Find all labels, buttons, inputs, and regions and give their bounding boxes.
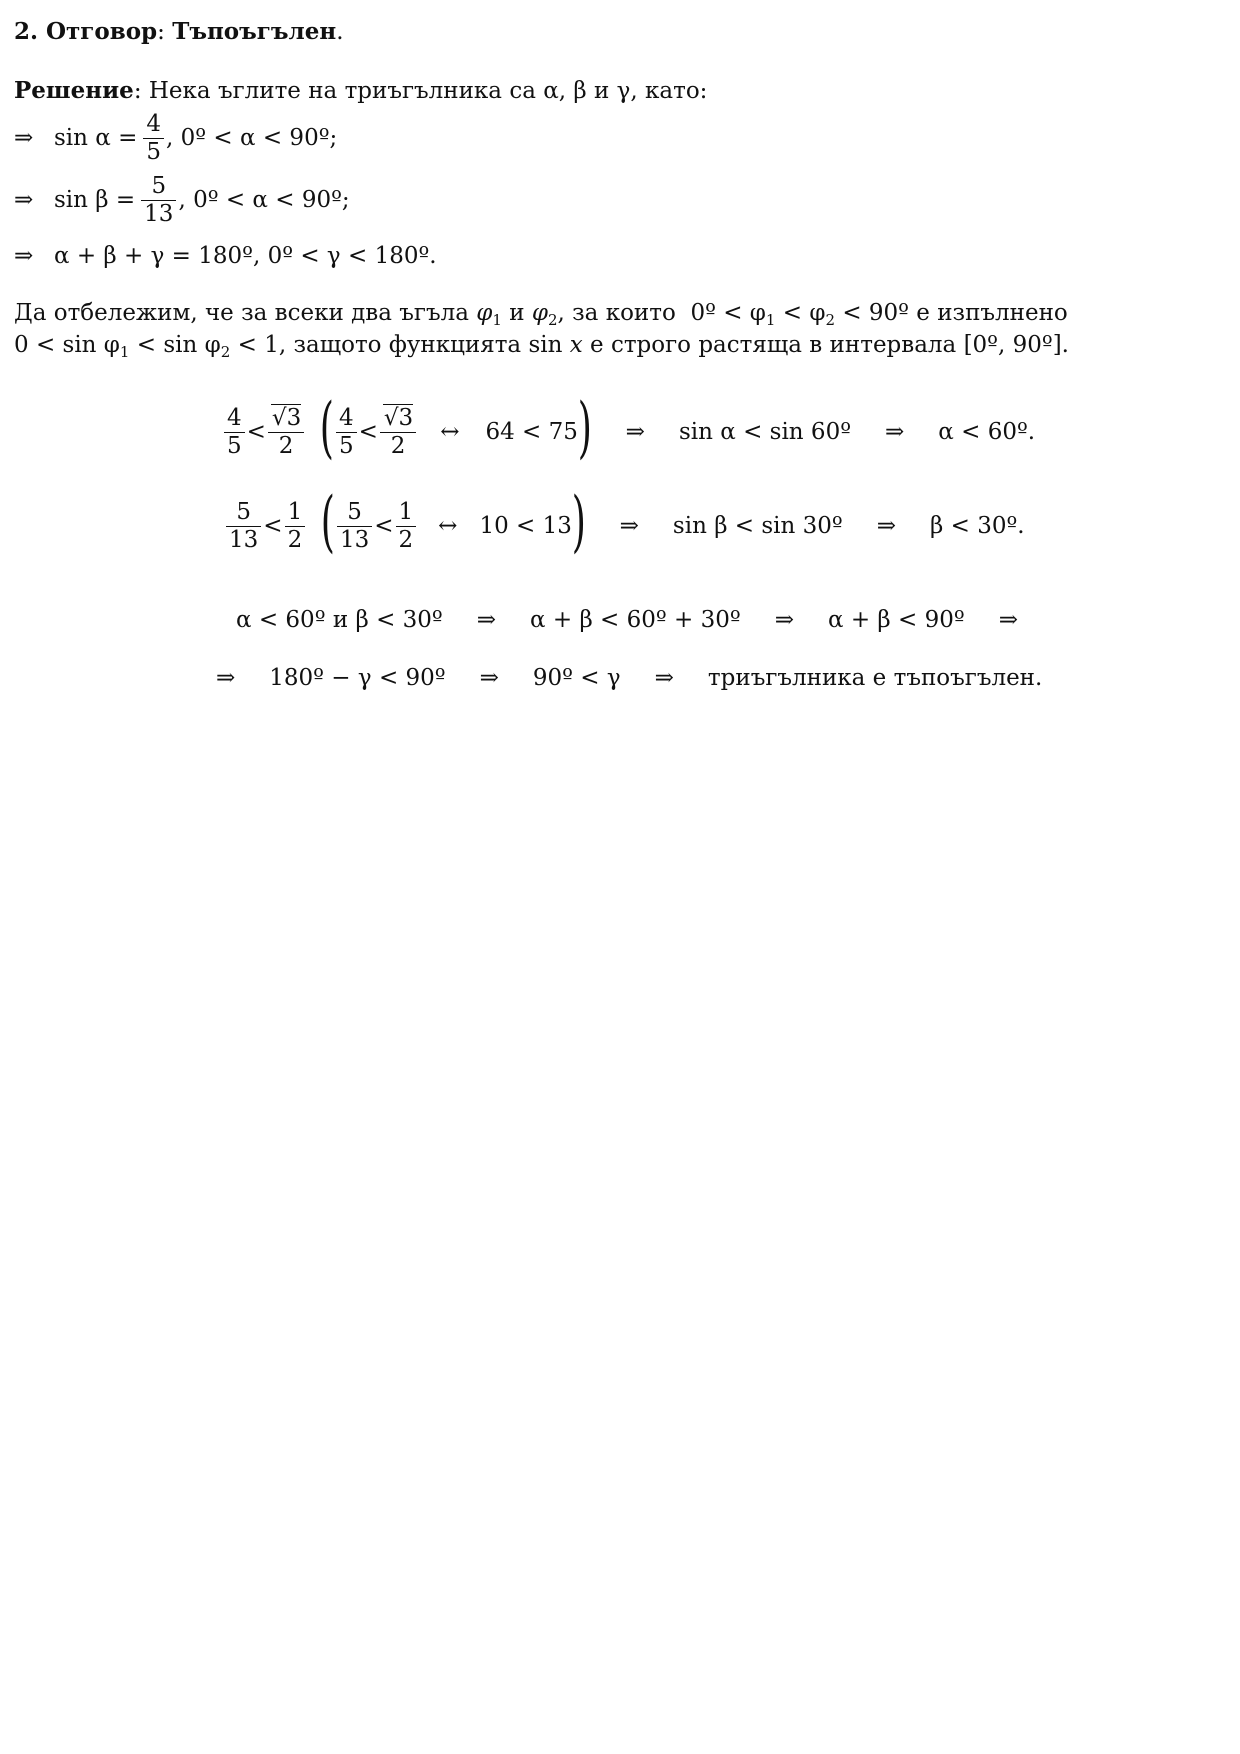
angle-bounds: α < 60º и β < 30º — [236, 607, 443, 633]
x-variable: x — [569, 332, 583, 358]
fraction-numerator: 5 — [141, 174, 176, 200]
phi-subscript: 1 — [119, 343, 130, 361]
fraction — [285, 500, 306, 551]
fraction — [396, 500, 417, 551]
fraction-numerator: 4 — [224, 406, 245, 432]
implies-arrow: ⇒ — [619, 513, 639, 539]
right-paren: ) — [577, 389, 592, 466]
sin-comparison: sin β < sin 30º — [672, 513, 843, 539]
fraction-denominator: 5 — [227, 432, 242, 459]
sum-bound: α + β < 60º + 30º — [530, 607, 741, 633]
fraction-numerator: 5 — [337, 500, 372, 526]
less-than: < — [246, 419, 266, 445]
fraction — [337, 500, 372, 551]
less-than: < — [358, 419, 378, 445]
left-paren: ( — [320, 389, 335, 466]
fraction-denominator: 13 — [229, 526, 259, 553]
answer-colon: : — [157, 19, 165, 45]
implies-line-3 — [14, 243, 437, 269]
implies-line-1 — [14, 108, 337, 168]
paragraph-text: < 90º е изпълнено — [842, 300, 1068, 326]
phi-subscript: 2 — [547, 311, 558, 329]
less-than: < — [263, 513, 283, 539]
sin-alpha-lhs: sin α = — [54, 125, 138, 151]
phi-symbol: φ — [531, 300, 548, 326]
implies-line-2 — [14, 170, 350, 230]
fraction-denominator: 13 — [339, 526, 370, 553]
fraction-sqrt3-2 — [268, 406, 304, 457]
solution-intro-text: : Нека ъглите на триъгълника са α, β и γ, като: — [133, 78, 708, 104]
fraction-numerator: 1 — [285, 500, 306, 526]
answer-end: . — [336, 19, 344, 45]
sum-result: α + β < 90º — [827, 607, 965, 633]
implies-arrow: ⇒ — [14, 187, 34, 213]
fraction — [226, 500, 261, 551]
fraction-denominator: 13 — [144, 200, 174, 227]
solution-label: Решение — [14, 77, 134, 104]
paragraph-text: , за които — [557, 300, 676, 326]
final-conclusion: триъгълника е тъпоъгълен. — [707, 665, 1043, 691]
fraction-4-5 — [143, 112, 164, 163]
fraction-denominator: 5 — [338, 432, 354, 459]
sqrt-three: √3 — [383, 405, 414, 432]
implies-arrow: ⇒ — [14, 243, 34, 269]
beta-range: , 0º < α < 90º; — [178, 187, 350, 213]
phi-subscript: 1 — [765, 311, 776, 329]
gamma-inequality: 180º − γ < 90º — [269, 665, 446, 691]
sin-beta-lhs: sin β = — [54, 187, 136, 213]
fraction-numerator: 4 — [143, 112, 164, 138]
paragraph-math: < sin φ — [136, 332, 221, 358]
fraction-sqrt3-2 — [380, 406, 416, 457]
implies-arrow: ⇒ — [625, 419, 645, 445]
fraction-denominator: 5 — [146, 138, 162, 165]
paragraph-text: Да отбележим, че за всеки два ъгъла — [14, 300, 469, 326]
fraction — [336, 406, 357, 457]
phi-subscript: 2 — [825, 311, 835, 329]
paragraph-math: 0 < sin φ — [14, 332, 120, 358]
left-paren: ( — [320, 483, 336, 560]
angle-sum: α + β + γ = 180º, 0º < γ < 180º. — [54, 243, 437, 269]
fraction-denominator: 2 — [398, 526, 414, 553]
implies-arrow: ⇒ — [774, 607, 794, 633]
implies-arrow: ⇒ — [998, 607, 1018, 633]
fraction-denominator: 2 — [287, 526, 303, 553]
conclusion-line-2 — [216, 665, 1042, 691]
fraction-numerator: 1 — [396, 500, 417, 526]
fraction-numerator: 5 — [226, 500, 261, 526]
alpha-result: α < 60º. — [938, 419, 1036, 445]
equivalence-arrow: ↔ — [440, 419, 460, 445]
solution-intro — [14, 77, 707, 104]
answer-line — [14, 18, 344, 45]
fraction-numerator — [380, 406, 416, 432]
sqrt-three: √3 — [271, 405, 302, 432]
implies-arrow: ⇒ — [479, 665, 499, 691]
fraction-numerator: 4 — [336, 406, 357, 432]
fraction-denominator: 2 — [390, 432, 406, 459]
answer-label: 2. Отговор — [14, 18, 158, 45]
right-paren: ) — [571, 483, 586, 560]
paragraph-line-2 — [14, 332, 1069, 361]
implies-arrow: ⇒ — [876, 513, 897, 539]
alpha-range: , 0º < α < 90º; — [166, 125, 338, 151]
inequality-row-1 — [222, 389, 1036, 472]
paragraph-math: < φ — [782, 300, 826, 326]
fraction-5-13 — [141, 174, 176, 225]
phi-subscript: 1 — [492, 311, 502, 329]
implies-arrow: ⇒ — [14, 125, 34, 151]
paragraph-line-1 — [14, 300, 1068, 329]
implies-arrow: ⇒ — [654, 665, 674, 691]
fraction-numerator — [268, 406, 304, 432]
gamma-obtuse: 90º < γ — [532, 665, 621, 691]
implies-arrow: ⇒ — [476, 607, 497, 633]
inequality-row-2 — [224, 483, 1025, 566]
paragraph-and: и — [509, 300, 525, 326]
conclusion-line-1 — [236, 607, 1052, 633]
fraction — [224, 406, 245, 457]
paragraph-text: < 1, защото функцията sin — [237, 332, 563, 358]
beta-result: β < 30º. — [930, 513, 1025, 539]
implies-arrow: ⇒ — [216, 665, 236, 691]
equivalence-arrow: ↔ — [438, 513, 458, 539]
implies-arrow: ⇒ — [885, 419, 905, 445]
phi-symbol: φ — [476, 300, 493, 326]
paragraph-math: 0º < φ — [690, 300, 766, 326]
sin-comparison: sin α < sin 60º — [678, 419, 852, 445]
comparison: 10 < 13 — [479, 513, 572, 539]
fraction-denominator: 2 — [278, 432, 294, 459]
less-than: < — [374, 513, 394, 539]
phi-subscript: 2 — [220, 343, 231, 361]
comparison: 64 < 75 — [485, 419, 578, 445]
answer-value: Тъпоъгълен — [172, 18, 337, 45]
paragraph-text: е строго растяща в интервала [0º, 90º]. — [590, 332, 1069, 358]
